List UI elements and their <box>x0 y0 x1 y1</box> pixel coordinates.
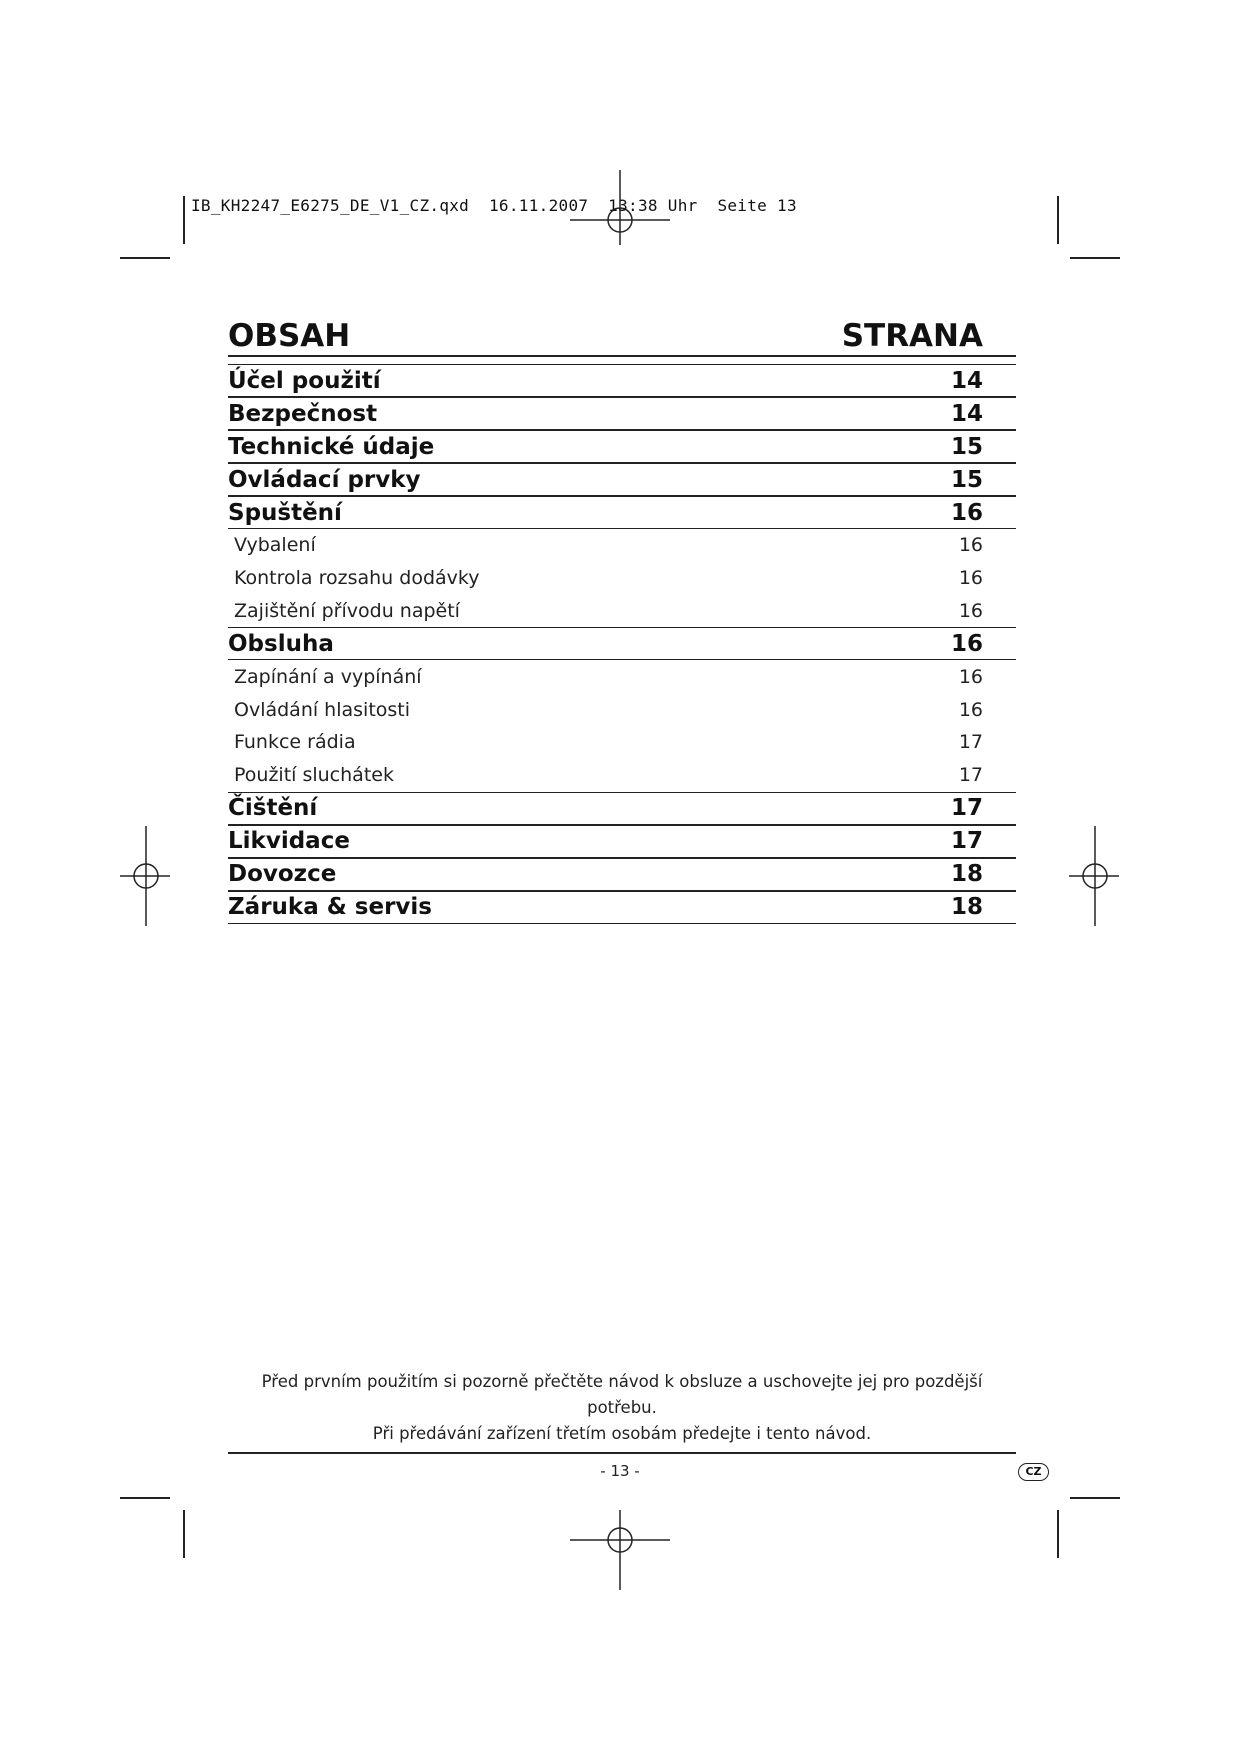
toc-entry-page: 16 <box>958 665 983 688</box>
toc-section <box>228 891 1016 924</box>
toc-section <box>228 430 1016 463</box>
toc-entry-page: 16 <box>958 534 983 557</box>
crop-mark-top-right-vertical <box>1057 196 1059 244</box>
registration-mark-left <box>96 826 196 926</box>
toc-entry-page: 17 <box>958 764 983 787</box>
toc-entry-page: 17 <box>950 828 983 855</box>
registration-mark-right <box>1045 826 1145 926</box>
toc-entry-label: Likvidace <box>228 828 350 855</box>
crop-mark-bottom-right-vertical <box>1057 1510 1059 1558</box>
toc-entry-page: 16 <box>950 499 983 526</box>
crop-mark-top-right-horizontal <box>1070 257 1120 259</box>
toc-subsection <box>228 595 1016 628</box>
toc-section <box>228 627 1016 660</box>
toc-entry-page: 16 <box>950 630 983 657</box>
toc-entry-page: 16 <box>958 599 983 622</box>
toc-entry-label: Účel použití <box>228 367 381 394</box>
footer-rule <box>228 1452 1016 1454</box>
toc-subsection <box>228 693 1016 726</box>
toc-subsection <box>228 529 1016 562</box>
toc-subsection <box>228 562 1016 595</box>
toc-entry-page: 15 <box>950 466 983 493</box>
toc-entry-label: Kontrola rozsahu dodávky <box>234 567 480 590</box>
page-number: - 13 - <box>600 1462 640 1480</box>
toc-subsection <box>228 726 1016 759</box>
toc-subsection <box>228 759 1016 792</box>
toc-section <box>228 825 1016 858</box>
toc-entry-label: Zapínání a vypínání <box>234 665 422 688</box>
toc-entry-label: Ovládání hlasitosti <box>234 698 411 721</box>
table-of-contents <box>228 364 1016 924</box>
toc-entry-page: 15 <box>950 433 983 460</box>
toc-section <box>228 463 1016 496</box>
print-slug-line: IB_KH2247_E6275_DE_V1_CZ.qxd 16.11.2007 13:38 Uhr Seite 13 <box>191 196 797 215</box>
toc-page-column-title: STRANA <box>841 318 983 354</box>
toc-entry-label: Funkce rádia <box>234 731 356 754</box>
toc-entry-label: Vybalení <box>234 534 316 557</box>
toc-entry-page: 16 <box>958 567 983 590</box>
toc-section <box>228 397 1016 430</box>
toc-entry-page: 14 <box>950 400 983 427</box>
crop-mark-bottom-left-vertical <box>183 1510 185 1558</box>
toc-entry-label: Technické údaje <box>228 433 435 460</box>
toc-entry-label: Bezpečnost <box>228 400 378 427</box>
toc-entry-page: 18 <box>950 894 983 921</box>
toc-header <box>228 318 983 354</box>
toc-entry-page: 17 <box>950 795 983 822</box>
toc-entry-label: Dovozce <box>228 861 337 888</box>
toc-entry-label: Záruka & servis <box>228 894 433 921</box>
toc-title: OBSAH <box>228 318 351 354</box>
toc-entry-page: 16 <box>958 698 983 721</box>
toc-entry-label: Ovládací prvky <box>228 466 421 493</box>
crop-mark-bottom-left-horizontal <box>120 1497 170 1499</box>
footer-note-line-1: Před prvním použitím si pozorně přečtěte návod k obsluze a uschovejte jej pro pozdější potřebu. <box>261 1372 983 1417</box>
crop-mark-top-left-vertical <box>183 196 185 244</box>
crop-mark-bottom-right-horizontal <box>1070 1497 1120 1499</box>
footer-note <box>228 1369 1016 1447</box>
toc-entry-label: Spuštění <box>228 499 342 526</box>
toc-section <box>228 364 1016 397</box>
toc-section <box>228 496 1016 529</box>
toc-section <box>228 792 1016 825</box>
toc-entry-label: Zajištění přívodu napětí <box>234 599 460 622</box>
registration-mark-bottom <box>570 1490 670 1590</box>
toc-entry-label: Čištění <box>228 795 318 822</box>
toc-section <box>228 858 1016 891</box>
registration-mark-top <box>570 170 670 270</box>
footer-note-line-2: Při předávání zařízení třetím osobám předejte i tento návod. <box>372 1424 872 1443</box>
toc-entry-page: 14 <box>950 367 983 394</box>
toc-entry-page: 17 <box>958 731 983 754</box>
language-badge: CZ <box>1018 1463 1049 1481</box>
toc-entry-page: 18 <box>950 861 983 888</box>
toc-entry-label: Obsluha <box>228 630 334 657</box>
toc-entry-label: Použití sluchátek <box>234 764 394 787</box>
toc-subsection <box>228 660 1016 693</box>
toc-header-rule <box>228 355 1016 357</box>
crop-mark-top-left-horizontal <box>120 257 170 259</box>
